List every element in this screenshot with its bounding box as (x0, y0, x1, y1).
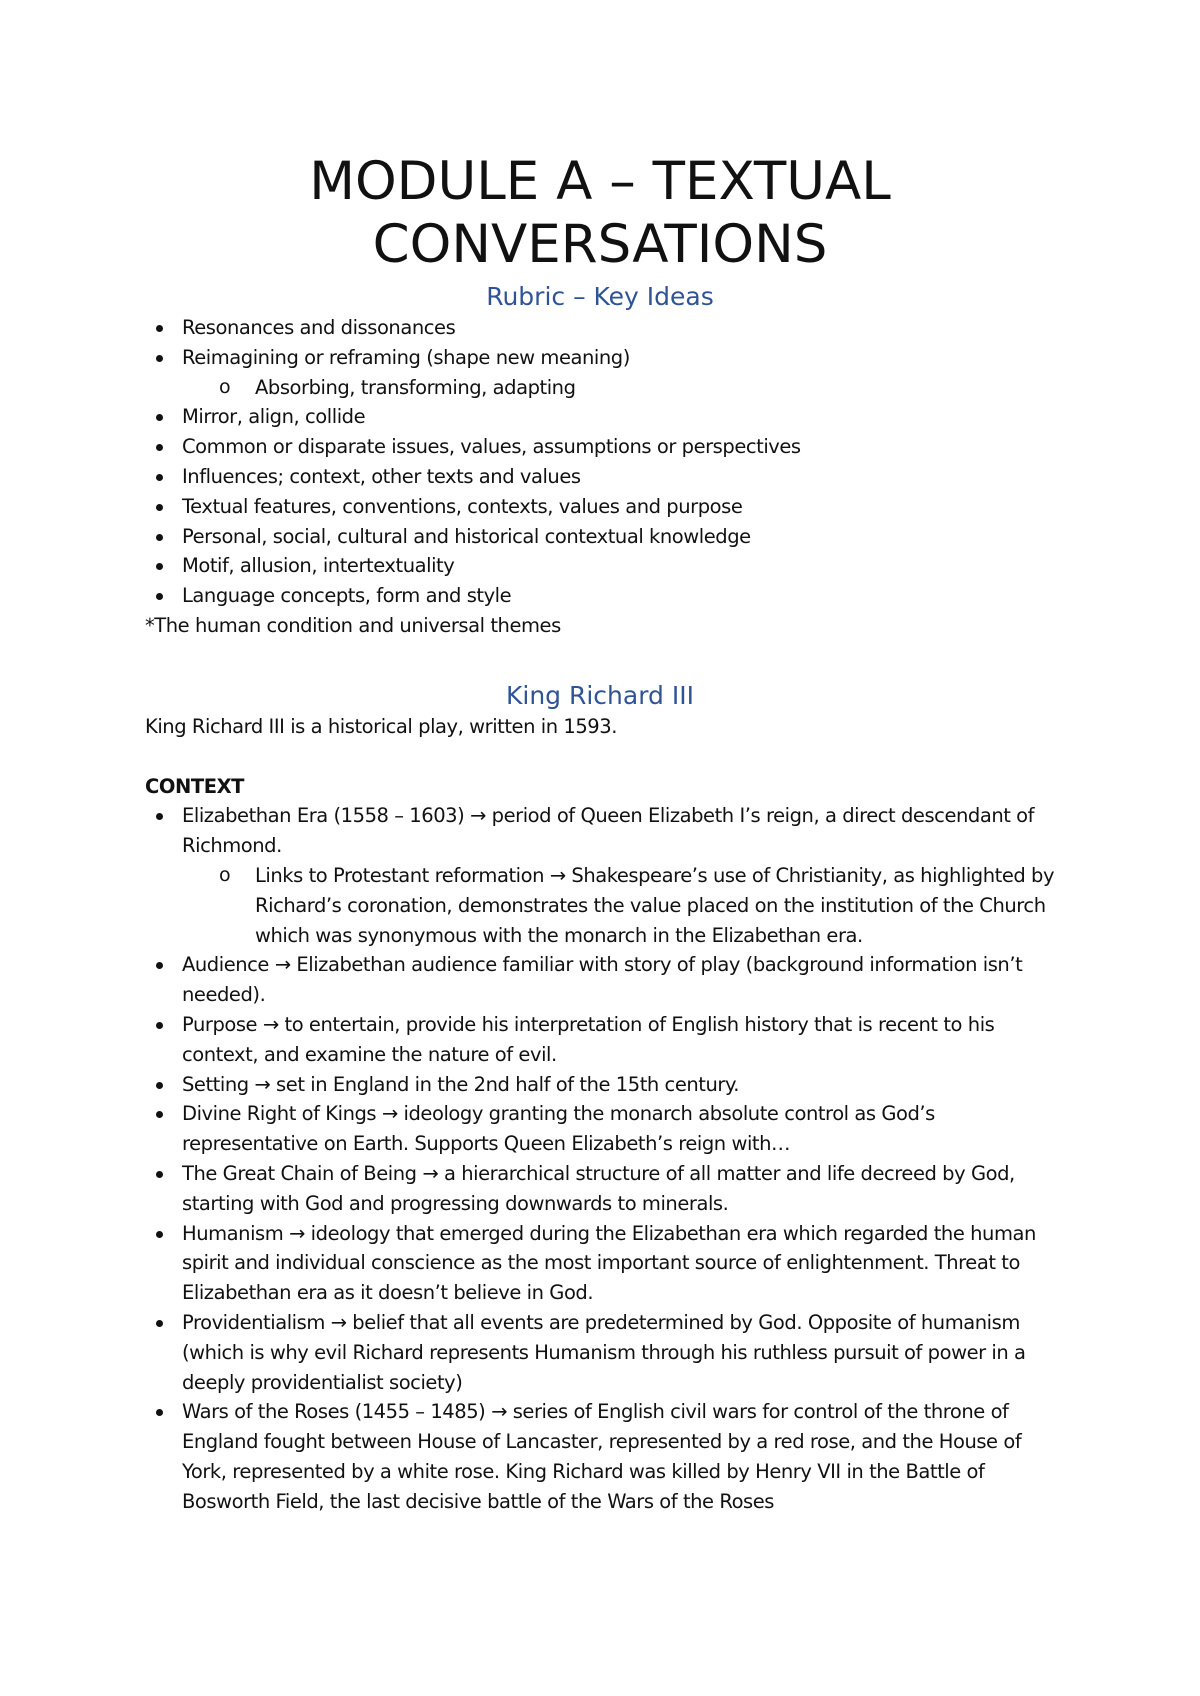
list-item: Providentialism → belief that all events are predetermined by God. Opposite of humanism (which is why evil Richard represents Humanism through his ruthless pursuit of power in a deeply providentialist society) (145, 1308, 1065, 1397)
rubric-heading: Rubric – Key Ideas (486, 282, 714, 311)
context-list (145, 801, 1065, 1516)
title-line-1: MODULE A – TEXTUAL (309, 151, 891, 212)
richard-section (145, 712, 1065, 1517)
richard-heading: King Richard III (505, 681, 694, 710)
list-item: Reimagining or reframing (shape new meaning) (145, 343, 1065, 373)
list-item: The Great Chain of Being → a hierarchical structure of all matter and life decreed by God, starting with God and progressing downwards to minerals. (145, 1159, 1065, 1219)
list-item: Common or disparate issues, values, assumptions or perspectives (145, 432, 1065, 462)
list-item: Purpose → to entertain, provide his interpretation of English history that is recent to his context, and examine the nature of evil. (145, 1010, 1065, 1070)
title-line-2: CONVERSATIONS (372, 214, 828, 275)
list-item: Audience → Elizabethan audience familiar with story of play (background information isn’t needed). (145, 950, 1065, 1010)
list-item: Motif, allusion, intertextuality (145, 551, 1065, 581)
richard-intro: King Richard III is a historical play, written in 1593. (145, 715, 617, 738)
list-item: Divine Right of Kings → ideology granting the monarch absolute control as God’s representative on Earth. Supports Queen Elizabeth’s reign with… (145, 1099, 1065, 1159)
list-item: Mirror, align, collide (145, 402, 1065, 432)
list-item: Influences; context, other texts and values (145, 462, 1065, 492)
list-item: Setting → set in England in the 2nd half of the 15th century. (145, 1070, 1065, 1100)
list-item: Humanism → ideology that emerged during the Elizabethan era which regarded the human spirit and individual conscience as the most important source of enlightenment. Threat to Elizabethan era as it doesn’t believe in God. (145, 1219, 1065, 1308)
list-item: Language concepts, form and style (145, 581, 1065, 611)
rubric-list (145, 313, 1065, 611)
blank-line (145, 742, 1065, 772)
document-title (0, 150, 1200, 276)
list-item: Personal, social, cultural and historical contextual knowledge (145, 522, 1065, 552)
list-item: Wars of the Roses (1455 – 1485) → series of English civil wars for control of the throne of England fought between House of Lancaster, represented by a red rose, and the House of York, represented by a white rose. King Richard was killed by Henry VII in the Battle of Bosworth Field, the last decisive battle of the Wars of the Roses (145, 1397, 1065, 1516)
context-label: CONTEXT (145, 774, 245, 798)
sub-list-item: o Absorbing, transforming, adapting (145, 373, 1065, 403)
sub-list-item: o Links to Protestant reformation → Shakespeare’s use of Christianity, as highlighted by Richard’s coronation, demonstrates the value placed on the institution of the Church which was synonymous with the monarch in the Elizabethan era. (145, 861, 1065, 950)
list-item: Resonances and dissonances (145, 313, 1065, 343)
list-item: Elizabethan Era (1558 – 1603) → period of Queen Elizabeth I’s reign, a direct descendant of Richmond. (145, 801, 1065, 861)
rubric-section (145, 313, 1065, 641)
list-item: Textual features, conventions, contexts, values and purpose (145, 492, 1065, 522)
rubric-note: *The human condition and universal themes (145, 613, 561, 637)
